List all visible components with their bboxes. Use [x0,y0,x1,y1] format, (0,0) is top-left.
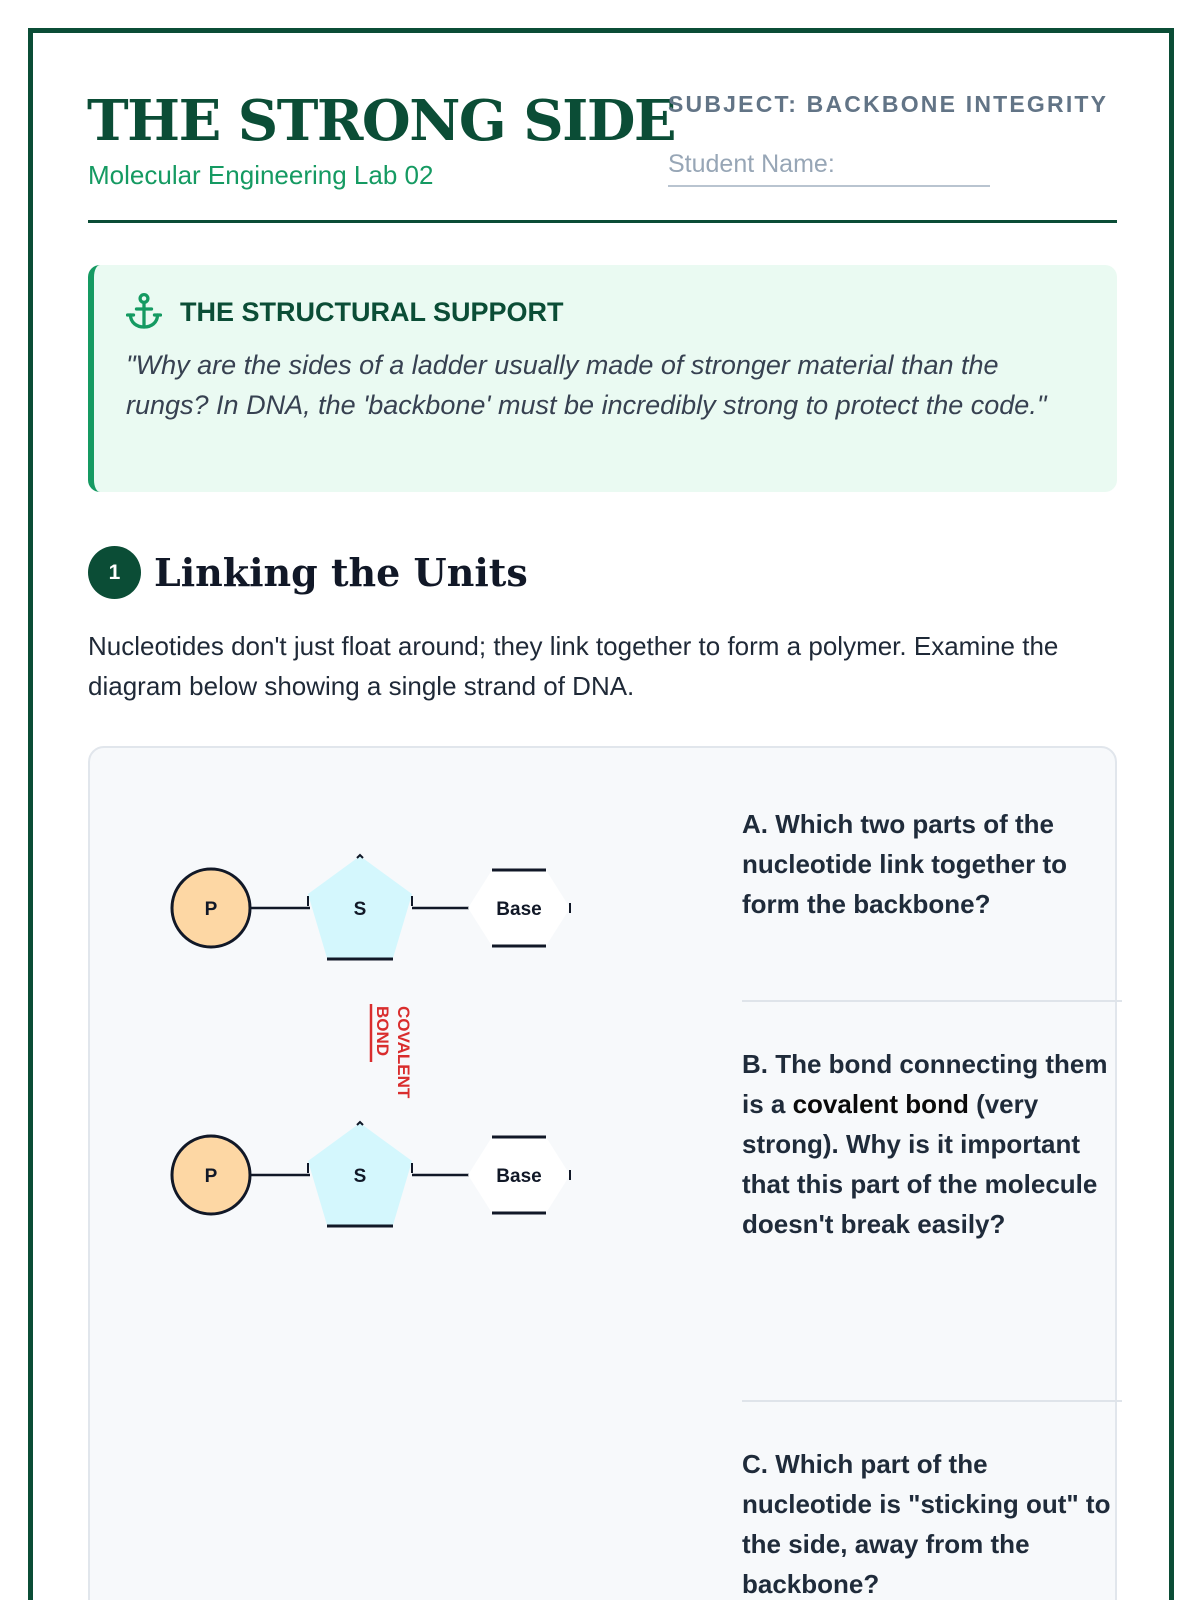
question-b-text-2: (very strong). Why is it important that this part of the molecule doesn't break easily? [742,1089,1098,1239]
bond-label-line-2: BOND [373,1006,392,1057]
subject-label: SUBJECT: BACKBONE INTEGRITY [668,91,1109,117]
dna-strand-diagram [90,748,710,1308]
nucleotide-1 [172,855,570,959]
base-2-label: Base [496,1166,542,1187]
question-b-text-1: B. The bond connecting them is a [742,1049,1108,1119]
structural-support-callout [88,265,1117,492]
section-intro: Nucleotides don't just float around; they link together to form a polymer. Examine the diagram below showing a single strand of DNA. [88,631,1059,701]
nucleotide-2 [172,1122,570,1226]
callout-quote: "Why are the sides of a ladder usually made of stronger material than the rungs? In DNA, the 'backbone' must be incredibly strong to protect the code." [126,350,1047,420]
activity-card [88,746,1117,1600]
bond-label-line-1: COVALENT [394,1006,413,1099]
sugar-2-label: S [353,1166,367,1187]
phosphate-1-label: P [204,899,218,920]
section-number-badge: 1 [88,546,141,599]
sugar-1-label: S [353,899,367,920]
answer-line-a[interactable] [742,1000,1122,1002]
anchor-icon [126,292,162,332]
page-title: THE STRONG SIDE [87,88,676,154]
answer-line-b[interactable] [742,1400,1122,1402]
phosphate-2-label: P [204,1166,218,1187]
question-a: A. Which two parts of the nucleotide link together to form the backbone? [742,809,1068,919]
section-title: Linking the Units [154,550,528,595]
page-subtitle: Molecular Engineering Lab 02 [88,160,434,190]
question-b-emphasis: covalent bond [792,1089,969,1119]
header-divider [88,220,1117,223]
question-b [742,1044,1122,1244]
callout-title: THE STRUCTURAL SUPPORT [180,297,564,327]
base-1-label: Base [496,899,542,920]
covalent-bond-label [373,1006,413,1099]
question-c: C. Which part of the nucleotide is "sticking out" to the side, away from the backbone? [742,1449,1111,1599]
student-name-field[interactable] [668,143,990,187]
